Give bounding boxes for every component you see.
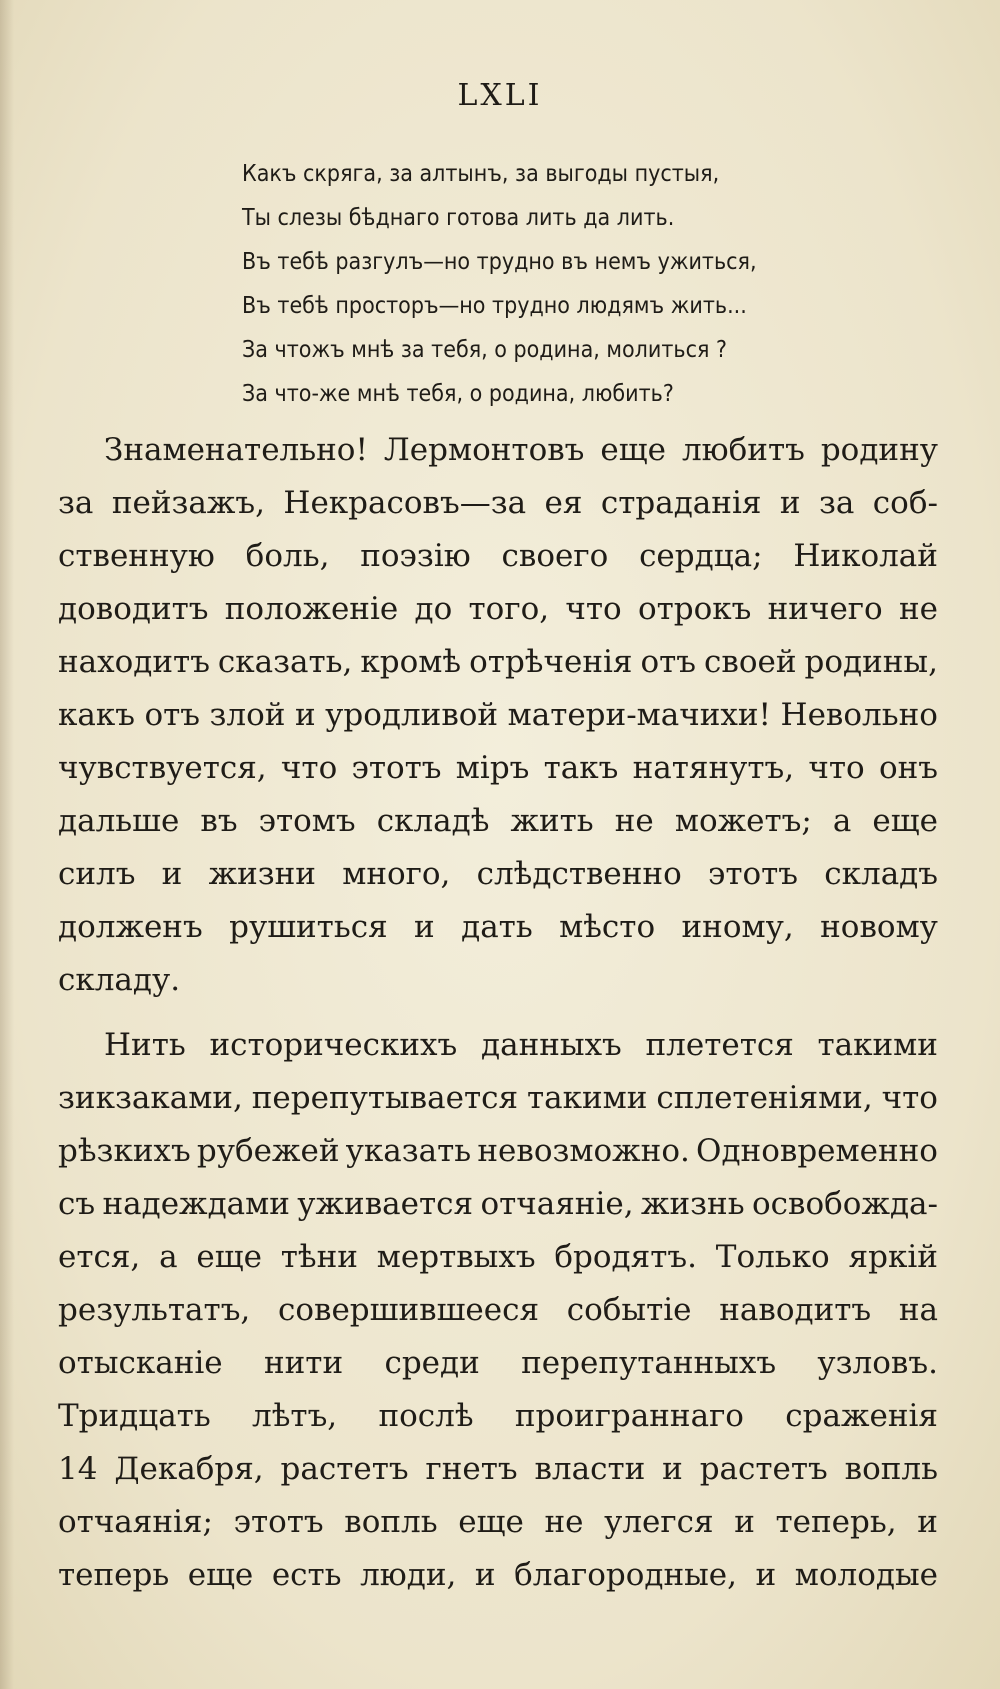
text-line bbox=[58, 795, 938, 848]
poem-line: Какъ скряга, за алтынъ, за выгоды пустыя, bbox=[242, 161, 720, 187]
word: ничего bbox=[767, 591, 883, 627]
word: гнетъ bbox=[425, 1451, 518, 1487]
word: яркій bbox=[848, 1239, 938, 1275]
word: не bbox=[544, 1504, 584, 1540]
word: родины, bbox=[804, 644, 938, 680]
word: соб- bbox=[872, 485, 938, 521]
word: отрѣченія bbox=[469, 644, 633, 680]
word: лѣтъ, bbox=[252, 1398, 338, 1434]
word: что bbox=[808, 750, 865, 786]
word: растетъ bbox=[280, 1451, 409, 1487]
word: этомъ bbox=[258, 803, 356, 839]
poem-line: За что-же мнѣ тебя, о родина, любить? bbox=[242, 381, 674, 407]
body-text bbox=[58, 424, 938, 1602]
word: мертвыхъ bbox=[376, 1239, 536, 1275]
word: и bbox=[294, 697, 316, 733]
word: жить bbox=[510, 803, 594, 839]
word: этотъ bbox=[233, 1504, 324, 1540]
word: съ bbox=[58, 1186, 96, 1222]
word: сказать, bbox=[217, 644, 353, 680]
word: положеніе bbox=[224, 591, 399, 627]
word: бродятъ. bbox=[554, 1239, 697, 1275]
word: теперь, bbox=[775, 1504, 897, 1540]
word: уживается bbox=[297, 1186, 474, 1222]
word: отчаяніе, bbox=[480, 1186, 634, 1222]
word: того, bbox=[468, 591, 550, 627]
word: послѣ bbox=[378, 1398, 474, 1434]
word: перепутанныхъ bbox=[521, 1345, 777, 1381]
word: уродливой bbox=[325, 697, 499, 733]
word: зикзаками, bbox=[58, 1080, 243, 1116]
word: проиграннаго bbox=[514, 1398, 744, 1434]
text-line bbox=[58, 848, 938, 901]
word: за bbox=[58, 485, 94, 521]
word: слѣдственно bbox=[476, 856, 682, 892]
word: и bbox=[161, 856, 183, 892]
word: мѣсто bbox=[559, 909, 656, 945]
word: Николай bbox=[793, 538, 938, 574]
word: находитъ bbox=[58, 644, 210, 680]
word: натянутъ, bbox=[632, 750, 795, 786]
word: а bbox=[832, 803, 852, 839]
text-line bbox=[58, 1549, 938, 1602]
word: ея bbox=[544, 485, 583, 521]
word: Тридцать bbox=[58, 1398, 211, 1434]
word: результатъ, bbox=[58, 1292, 251, 1328]
word: отысканіе bbox=[58, 1345, 223, 1381]
word: Только bbox=[715, 1239, 830, 1275]
word: отрокъ bbox=[637, 591, 752, 627]
poem-line: Въ тебѣ разгулъ—но трудно въ немъ ужиться, bbox=[242, 249, 757, 275]
text-line bbox=[58, 1019, 938, 1072]
word: и bbox=[755, 1557, 777, 1593]
text-line bbox=[58, 636, 938, 689]
word: совершившееся bbox=[277, 1292, 540, 1328]
word: чувствуется, bbox=[58, 750, 267, 786]
word: такими bbox=[817, 1027, 938, 1063]
word: еще bbox=[196, 1239, 262, 1275]
word: ется, bbox=[58, 1239, 141, 1275]
word: 14 bbox=[58, 1451, 98, 1487]
word: вопль bbox=[844, 1451, 938, 1487]
text-line bbox=[58, 477, 938, 530]
word: матери-мачихи! bbox=[507, 697, 772, 733]
text-line bbox=[58, 583, 938, 636]
word: вопль bbox=[344, 1504, 438, 1540]
text-line bbox=[58, 1178, 938, 1231]
word: историческихъ bbox=[209, 1027, 458, 1063]
word: отъ bbox=[640, 644, 696, 680]
text-line bbox=[58, 530, 938, 583]
word: улегся bbox=[604, 1504, 714, 1540]
word: и bbox=[474, 1557, 496, 1593]
word: тѣни bbox=[280, 1239, 358, 1275]
word: и bbox=[779, 485, 801, 521]
word: узловъ. bbox=[817, 1345, 938, 1381]
paragraph-gap bbox=[58, 1007, 938, 1019]
text-line bbox=[58, 424, 938, 477]
word: отчаянія; bbox=[58, 1504, 213, 1540]
text-line: складу. bbox=[58, 962, 181, 998]
word: невозможно. bbox=[477, 1133, 690, 1169]
text-line bbox=[58, 1443, 938, 1496]
word: за bbox=[818, 485, 855, 521]
word: жизни bbox=[208, 856, 316, 892]
page-edge-shadow bbox=[0, 0, 14, 1689]
word: еще bbox=[458, 1504, 524, 1540]
word: злой bbox=[209, 697, 286, 733]
word: что bbox=[280, 750, 338, 786]
word: дальше bbox=[58, 803, 180, 839]
word: складъ bbox=[824, 856, 938, 892]
word: поэзію bbox=[360, 538, 471, 574]
word: родину bbox=[820, 432, 938, 468]
word: еще bbox=[872, 803, 938, 839]
word: долженъ bbox=[58, 909, 203, 945]
word: благородные, bbox=[514, 1557, 737, 1593]
word: ственную bbox=[58, 538, 215, 574]
word: люди, bbox=[360, 1557, 457, 1593]
word: своего bbox=[501, 538, 609, 574]
word: что bbox=[881, 1080, 938, 1116]
word: міръ bbox=[455, 750, 530, 786]
word: надеждами bbox=[102, 1186, 290, 1222]
word: Невольно bbox=[780, 697, 938, 733]
word: много, bbox=[342, 856, 451, 892]
word: сердца; bbox=[639, 538, 763, 574]
word: на bbox=[898, 1292, 938, 1328]
word: новому bbox=[820, 909, 938, 945]
poem-line: Въ тебѣ просторъ—но трудно людямъ жить... bbox=[242, 293, 747, 319]
word: силъ bbox=[58, 856, 136, 892]
word: можетъ; bbox=[674, 803, 812, 839]
word: рѣзкихъ bbox=[58, 1133, 191, 1169]
word: плетется bbox=[645, 1027, 794, 1063]
word: наводитъ bbox=[719, 1292, 872, 1328]
word: и bbox=[917, 1504, 938, 1540]
word: еще bbox=[600, 432, 666, 468]
word: своей bbox=[704, 644, 797, 680]
word: сраженія bbox=[785, 1398, 938, 1434]
text-line bbox=[58, 1072, 938, 1125]
text-line bbox=[58, 1496, 938, 1549]
word: Лермонтовъ bbox=[383, 432, 585, 468]
word: а bbox=[159, 1239, 178, 1275]
word: есть bbox=[271, 1557, 342, 1593]
word: данныхъ bbox=[481, 1027, 622, 1063]
word: не bbox=[898, 591, 938, 627]
word: Декабря, bbox=[114, 1451, 264, 1487]
word: кромѣ bbox=[360, 644, 462, 680]
word: и bbox=[414, 909, 435, 945]
word: этотъ bbox=[707, 856, 799, 892]
word: Одновременно bbox=[696, 1133, 938, 1169]
word: Нить bbox=[104, 1027, 186, 1063]
word: страданія bbox=[600, 485, 762, 521]
word: Некрасовъ—за bbox=[283, 485, 527, 521]
word: Знаменательно! bbox=[104, 432, 368, 468]
word: не bbox=[614, 803, 654, 839]
word: событіе bbox=[566, 1292, 692, 1328]
word: въ bbox=[200, 803, 238, 839]
text-line bbox=[58, 742, 938, 795]
word: нити bbox=[263, 1345, 344, 1381]
word: освобожда- bbox=[751, 1186, 938, 1222]
word: пейзажъ, bbox=[111, 485, 265, 521]
text-line bbox=[58, 1284, 938, 1337]
paragraph-1 bbox=[58, 424, 938, 1007]
word: складѣ bbox=[376, 803, 490, 839]
word: до bbox=[414, 591, 453, 627]
word: рушиться bbox=[229, 909, 388, 945]
word: среди bbox=[384, 1345, 480, 1381]
word: такъ bbox=[543, 750, 619, 786]
paragraph-2 bbox=[58, 1019, 938, 1602]
text-line bbox=[58, 1125, 938, 1178]
word: указать bbox=[345, 1133, 472, 1169]
text-line bbox=[58, 901, 938, 954]
poem-line: За чтожъ мнѣ за тебя, о родина, молиться ? bbox=[242, 337, 727, 363]
poem-line: Ты слезы бѣднаго готова лить да лить. bbox=[242, 205, 675, 231]
word: еще bbox=[187, 1557, 254, 1593]
word: перепутывается bbox=[251, 1080, 519, 1116]
text-line bbox=[58, 1390, 938, 1443]
word: какъ bbox=[58, 697, 135, 733]
word: и bbox=[662, 1451, 683, 1487]
word: боль, bbox=[245, 538, 330, 574]
word: что bbox=[565, 591, 622, 627]
word: дать bbox=[461, 909, 533, 945]
text-line bbox=[58, 689, 938, 742]
word: власти bbox=[534, 1451, 646, 1487]
word: иному, bbox=[681, 909, 794, 945]
word: молодые bbox=[794, 1557, 938, 1593]
poem-block bbox=[242, 152, 942, 416]
text-line bbox=[58, 1231, 938, 1284]
word: растетъ bbox=[699, 1451, 828, 1487]
page-number: LXLI bbox=[457, 78, 543, 113]
word: теперь bbox=[58, 1557, 170, 1593]
word: доводитъ bbox=[58, 591, 209, 627]
word: этотъ bbox=[351, 750, 442, 786]
word: любитъ bbox=[681, 432, 805, 468]
word: отъ bbox=[144, 697, 201, 733]
word: рубежей bbox=[196, 1133, 340, 1169]
word: жизнь bbox=[640, 1186, 745, 1222]
word: онъ bbox=[878, 750, 938, 786]
word: такими bbox=[526, 1080, 648, 1116]
word: сплетеніями, bbox=[656, 1080, 873, 1116]
word: и bbox=[734, 1504, 755, 1540]
text-line bbox=[58, 1337, 938, 1390]
